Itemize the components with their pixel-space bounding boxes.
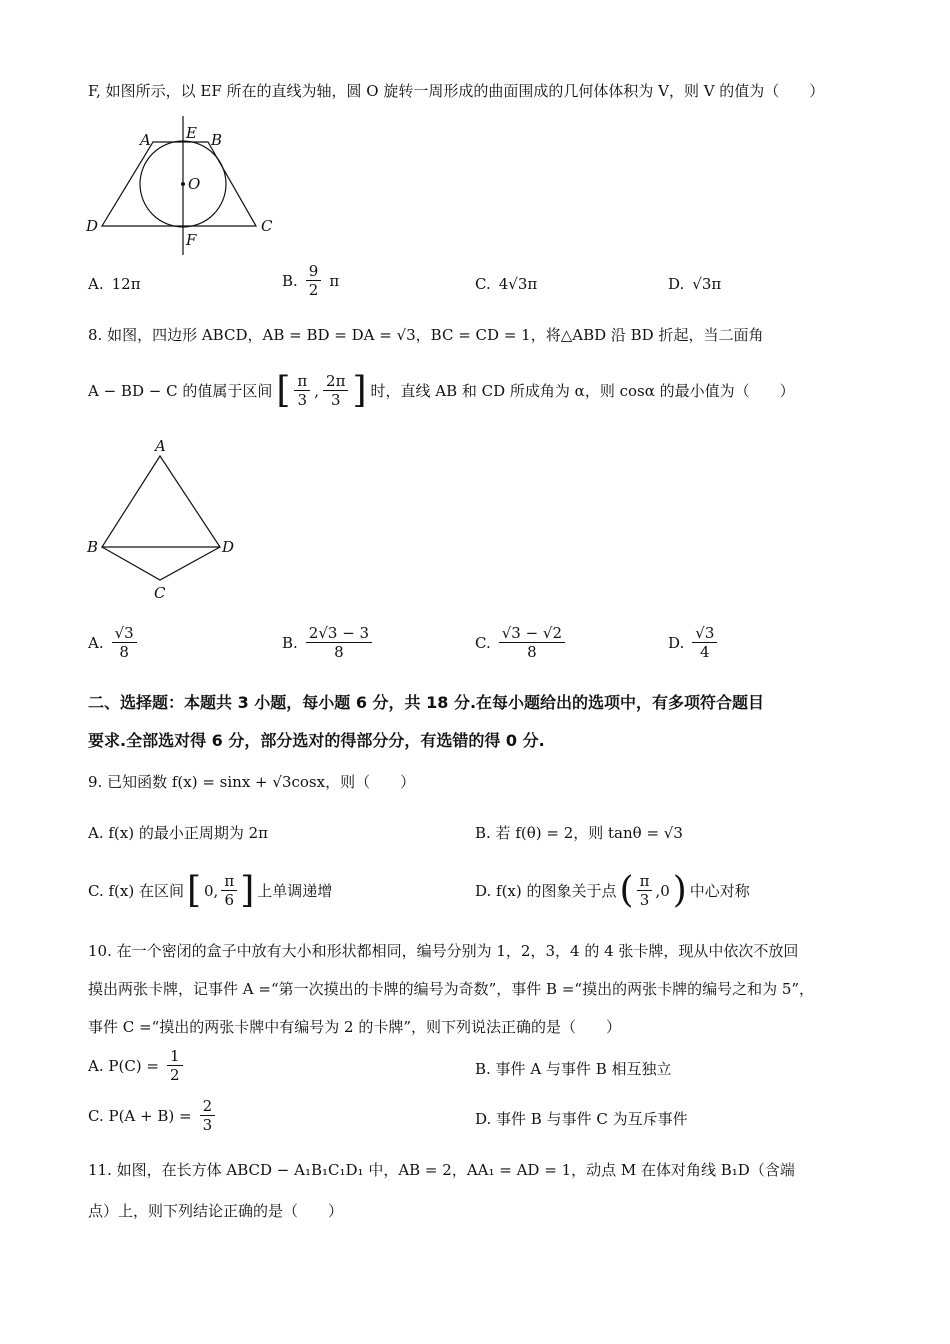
q9-option-b: B. 若 f(θ) = 2，则 tanθ = √3 xyxy=(475,824,683,842)
section2-heading-line2: 要求.全部选对得 6 分，部分选对的得部分分，有选错的得 0 分. xyxy=(88,731,545,750)
q7-option-c: C. 4√3π xyxy=(475,275,538,293)
q10-option-b: B. 事件 A 与事件 B 相互独立 xyxy=(475,1060,672,1078)
q8-option-c: C. $\frac{√3 - √2}{8}$ xyxy=(475,624,565,661)
section2-heading-line1: 二、选择题：本题共 3 小题，每小题 6 分，共 18 分.在每小题给出的选项中，有多项符合题目 xyxy=(88,693,765,712)
label-d: D xyxy=(86,217,99,235)
q7-stem: F, 如图所示，以 EF 所在的直线为轴，圆 O 旋转一周形成的曲面围成的几何体体积为 V，则 V 的值为（ ） xyxy=(88,82,825,100)
label-a: A xyxy=(155,437,166,455)
label-o: O xyxy=(188,175,201,193)
q10-option-d: D. 事件 B 与事件 C 为互斥事件 xyxy=(475,1110,688,1128)
q8-stem-line2: A − BD − C 的值属于区间 [ $\frac{\pi}{3}$ , $\frac{2\pi}{3}$ ] 时，直线 AB 和 CD 所成角为 α，则 cosα 的最小值为（ ） xyxy=(88,369,795,411)
q9-stem: 9. 已知函数 f(x) = sinx + √3cosx，则（ ） xyxy=(88,773,416,791)
q10-stem-line3: 事件 C =“摸出的两张卡牌中有编号为 2 的卡牌”，则下列说法正确的是（ ） xyxy=(88,1018,622,1036)
label-d: D xyxy=(222,538,235,556)
triangle-abd xyxy=(102,456,220,547)
center-o-dot xyxy=(181,182,185,186)
q9-option-c: C. f(x) 在区间 [ 0, $\frac{\pi}{6}$ ] 上单调递增 xyxy=(88,869,333,911)
q10-stem-line2: 摸出两张卡牌，记事件 A =“第一次摸出的卡牌的编号为奇数”，事件 B =“摸出的两张卡牌的编号之和为 5”， xyxy=(88,980,815,998)
label-f: F xyxy=(186,231,197,249)
q10-stem-line1: 10. 在一个密闭的盒子中放有大小和形状都相同，编号分别为 1，2，3，4 的 4 张卡牌，现从中依次不放回 xyxy=(88,942,799,960)
q11-stem-line1: 11. 如图，在长方体 ABCD − A₁B₁C₁D₁ 中，AB = 2，AA₁ = AD = 1，动点 M 在体对角线 B₁D（含端 xyxy=(88,1161,795,1179)
q8-stem-line1: 8. 如图，四边形 ABCD，AB = BD = DA = √3，BC = CD = 1，将△ABD 沿 BD 折起，当二面角 xyxy=(88,326,764,344)
label-c: C xyxy=(154,584,166,602)
q9-option-d: D. f(x) 的图象关于点 ( $\frac{\pi}{3}$ ,0 ) 中心对称 xyxy=(475,869,750,911)
q8-option-d: D. $\frac{√3}{4}$ xyxy=(668,624,717,661)
q10-option-a: A. P(C) = $\frac{1}{2}$ xyxy=(88,1047,183,1084)
q7-figure-trapezoid-circle xyxy=(80,112,290,260)
label-a: A xyxy=(140,131,151,149)
q7-option-b: B. $\frac{9}{2}$ π xyxy=(282,262,340,299)
label-e: E xyxy=(186,124,197,142)
label-b: B xyxy=(211,131,223,149)
q8-figure-quadrilateral xyxy=(84,434,244,604)
q7-option-a: A. 12π xyxy=(88,275,141,293)
q7-option-d: D. √3π xyxy=(668,275,722,293)
q8-option-b: B. $\frac{2√3 - 3}{8}$ xyxy=(282,624,372,661)
trapezoid-abcd xyxy=(102,142,256,226)
q11-stem-line2: 点）上，则下列结论正确的是（ ） xyxy=(88,1202,344,1220)
segments-bc-cd xyxy=(102,547,220,580)
label-b: B xyxy=(87,538,99,556)
label-c: C xyxy=(261,217,273,235)
q9-option-a: A. f(x) 的最小正周期为 2π xyxy=(88,824,269,842)
q8-option-a: A. $\frac{√3}{8}$ xyxy=(88,624,137,661)
q10-option-c: C. P(A + B) = $\frac{2}{3}$ xyxy=(88,1097,215,1134)
